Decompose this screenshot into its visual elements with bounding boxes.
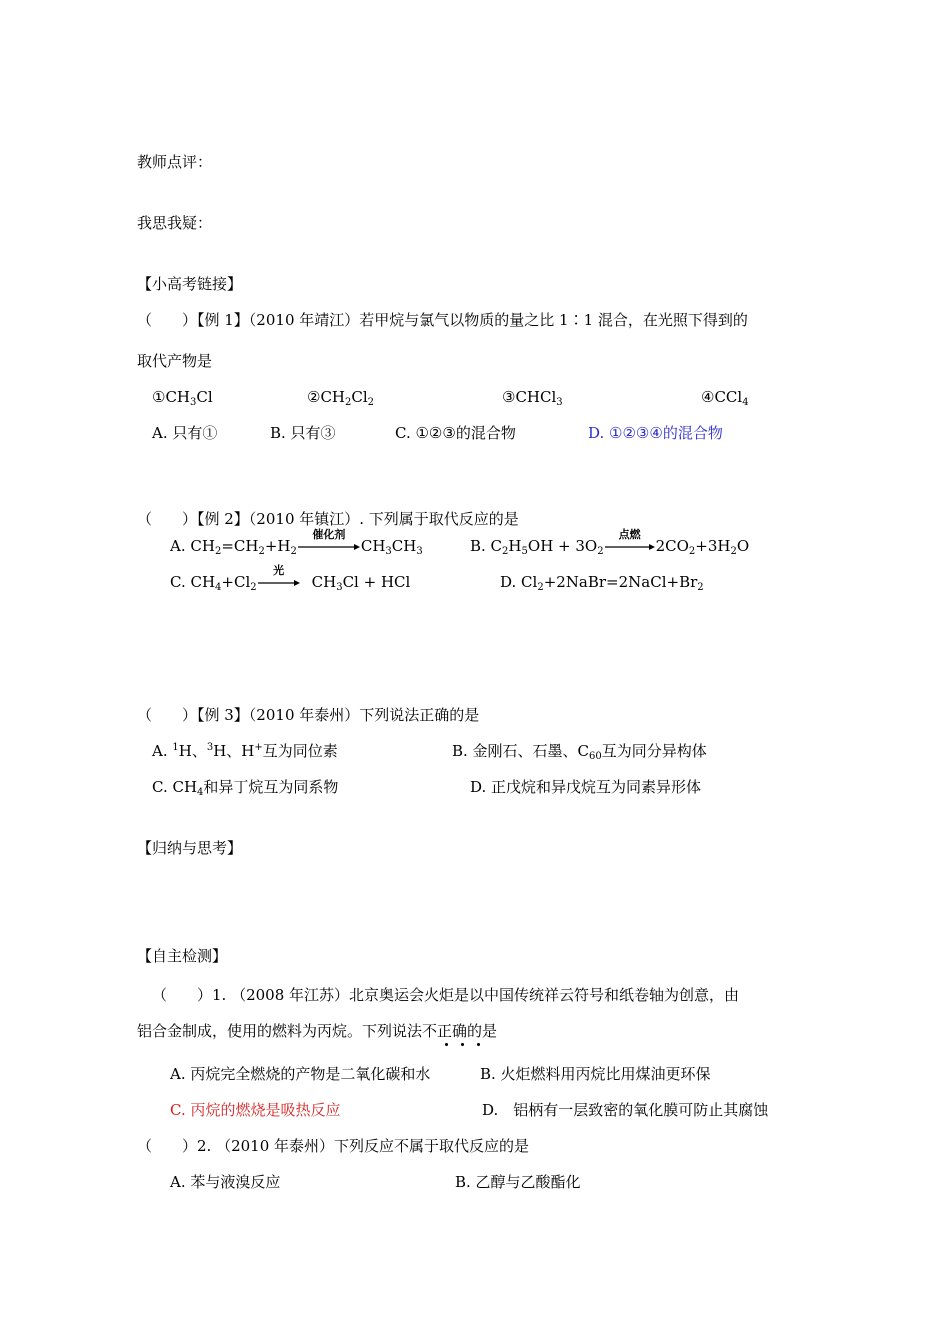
selfcheck-heading: 【自主检测】 (137, 947, 228, 965)
ex3-option-b: B. 金刚石、石墨、$C_{60}$互为同分异构体 (452, 742, 707, 762)
ex2-option-d: D. $Cl_2+2NaBr=2NaCl+Br_2$ (500, 573, 704, 593)
ex1-stem-line2: 取代产物是 (137, 352, 213, 370)
ex2-option-b: B. $C_2H_5OH + 3O_2$ 点燃 $2CO_2+3H_2O$ (470, 528, 750, 557)
reaction-arrow-catalyst: 催化剂 (298, 543, 360, 551)
ex3-option-d: D. 正戊烷和异戊烷互为同素异形体 (470, 778, 702, 796)
link-heading: 【小高考链接】 (137, 275, 243, 293)
ex3-option-a: A. $^1$H、$^3$H、H+互为同位素 (152, 742, 338, 760)
q1-option-c-answer: C. 丙烷的燃烧是吸热反应 (170, 1101, 341, 1119)
ex1-option-c: C. ①②③的混合物 (395, 424, 516, 442)
ex1-option-d-answer: D. ①②③④的混合物 (588, 424, 723, 442)
ex1-option-a: A. 只有① (152, 424, 218, 442)
q1-stem-line2: 铝合金制成，使用的燃料为丙烷。下列说法不正确的是 (137, 1022, 498, 1040)
ex1-product-4: ④CCl$_4$ (701, 388, 749, 408)
ex1-product-2: $②CH_2Cl_2$ (307, 388, 375, 408)
q1-option-d: D. 铝柄有一层致密的氧化膜可防止其腐蚀 (482, 1101, 769, 1119)
ex3-stem: （ ）【例 3】（2010 年泰州）下列说法正确的是 (137, 706, 480, 724)
reaction-arrow-ignite: 点燃 (605, 543, 655, 551)
ex1-product-1: $①CH_3Cl$ (152, 388, 213, 408)
ex2-stem: （ ）【例 2】（2010 年镇江）. 下列属于取代反应的是 (137, 510, 519, 528)
q2-stem: （ ）2. （2010 年泰州）下列反应不属于取代反应的是 (137, 1137, 530, 1155)
ex2-option-a: A. $CH_2=CH_2+H_2$ 催化剂 $CH_3CH_3$ (170, 528, 423, 557)
summary-heading: 【归纳与思考】 (137, 839, 243, 857)
ex2-option-c: C. $CH_4+Cl_2$ 光 $CH_3Cl$ + HCl (170, 564, 411, 593)
my-questions-label: 我思我疑： (137, 214, 213, 232)
ex1-stem-line1: （ ）【例 1】（2010 年靖江）若甲烷与氯气以物质的量之比 1∶1 混合，在光照下得到的 (137, 311, 748, 329)
q1-stem-line1: （ ）1. （2008 年江苏）北京奥运会火炬是以中国传统祥云符号和纸卷轴为创意，由 (152, 986, 740, 1004)
ex1-option-b: B. 只有③ (270, 424, 336, 442)
q2-option-a: A. 苯与液溴反应 (170, 1173, 281, 1191)
ex1-product-3: ③CHCl$_3$ (502, 388, 563, 408)
q1-option-b: B. 火炬燃料用丙烷比用煤油更环保 (480, 1065, 711, 1083)
q2-option-b: B. 乙醇与乙酸酯化 (455, 1173, 581, 1191)
teacher-comment-label: 教师点评： (137, 153, 213, 171)
q1-option-a: A. 丙烷完全燃烧的产物是二氧化碳和水 (170, 1065, 431, 1083)
reaction-arrow-light: 光 (258, 579, 300, 587)
ex3-option-c: C. $CH_4$和异丁烷互为同系物 (152, 778, 339, 798)
